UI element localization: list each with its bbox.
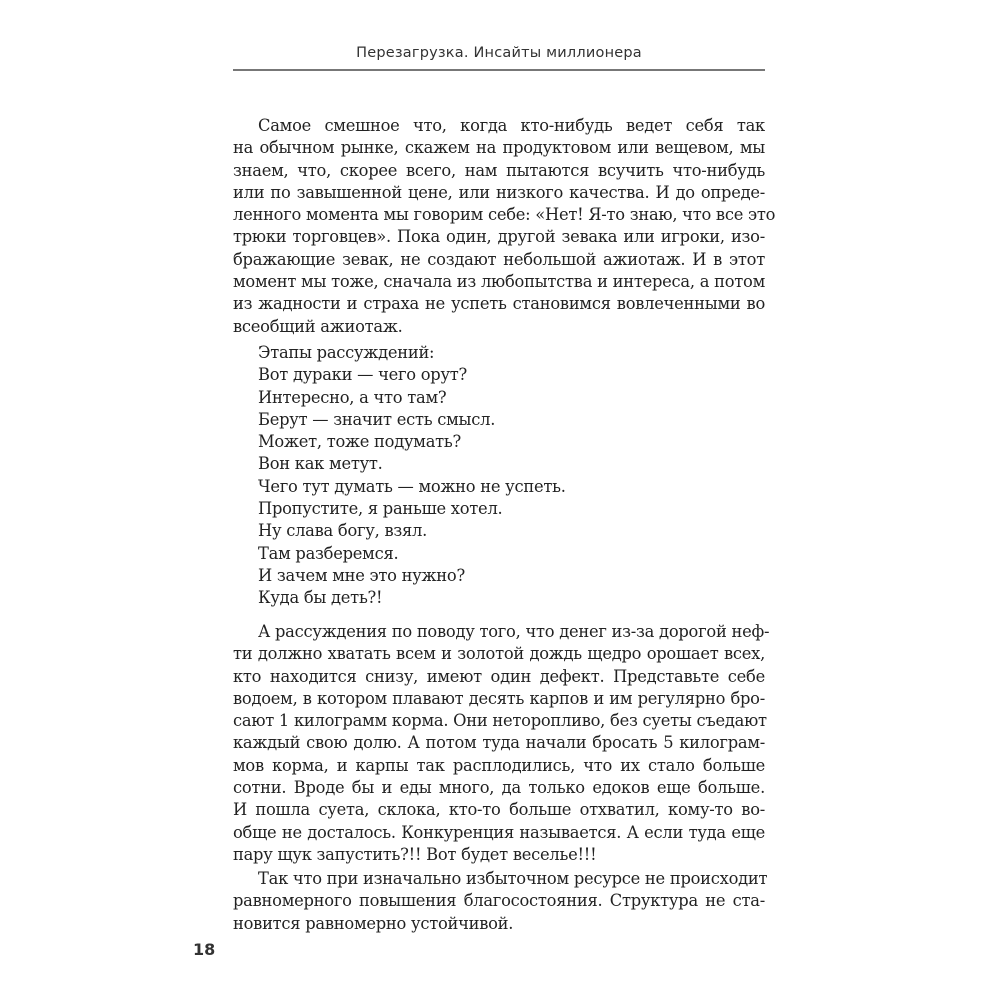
page-number: 18 (193, 940, 216, 959)
text-line: Берут — значит есть смысл. (258, 409, 496, 429)
text-line: Самое смешное что, когда кто-нибудь ведет себя так (258, 116, 765, 135)
text-line: сотни. Вроде бы и еды много, да только едоков еще больше. (233, 778, 765, 798)
text-line: знаем, что, скорее всего, нам пытаются всучить что-нибудь (233, 160, 765, 180)
text-line: И пошла суета, склока, кто-то больше отхватил, кому-то во- (233, 800, 765, 820)
text-line: кто находится снизу, имеют один дефект. Представьте себе (233, 666, 765, 686)
text-line: сают 1 килограмм корма. Они неторопливо, без суеты съедают (233, 711, 767, 731)
text-line: из жадности и страха не успеть становимся вовлеченными во (233, 294, 765, 314)
text-line: всеобщий ажиотаж. (233, 316, 403, 336)
paragraph-1 (233, 115, 776, 338)
text-line: каждый свою долю. А потом туда начали бросать 5 килограм- (233, 733, 765, 753)
text-line: бражающие зевак, не создают небольшой ажиотаж. И в этот (233, 249, 765, 269)
text-line: Может, тоже подумать? (258, 432, 462, 452)
text-line: момент мы тоже, сначала из любопытства и интереса, а потом (233, 272, 765, 292)
text-line: ти должно хватать всем и золотой дождь щедро орошает всех, (233, 644, 765, 664)
text-line: обще не досталось. Конкуренция называется. А если туда еще (233, 822, 765, 842)
text-line: И зачем мне это нужно? (258, 565, 465, 585)
text-line: Ну слава богу, взял. (258, 521, 428, 541)
text-line: Этапы рассуждений: (258, 343, 435, 362)
text-line: водоем, в котором плавают десять карпов и им регулярно бро- (233, 688, 765, 708)
text-line: на обычном рынке, скажем на продуктовом или вещевом, мы (233, 138, 765, 158)
text-line: новится равномерно устойчивой. (233, 913, 514, 933)
text-line: Там разберемся. (258, 543, 399, 563)
text-line: трюки торговцев». Пока один, другой зевака или игроки, изо- (233, 227, 765, 247)
text-line: Так что при изначально избыточном ресурсе не происходит (258, 869, 768, 888)
text-line: мов корма, и карпы так расплодились, что их стало больше (233, 755, 765, 775)
text-line: ленного момента мы говорим себе: «Нет! Я-то знаю, что все это (233, 205, 776, 225)
text-line: Интересно, а что там? (258, 387, 447, 407)
running-header: Перезагрузка. Инсайты миллионера (356, 45, 642, 61)
header-rule (233, 69, 765, 71)
text-line: Чего тут думать — можно не успеть. (258, 476, 566, 496)
text-line: равномерного повышения благосостояния. Структура не ста- (233, 891, 765, 911)
text-line: Куда бы деть?! (258, 588, 383, 608)
text-line: Вон как метут. (258, 454, 383, 474)
text-line: пару щук запустить?!! Вот будет веселье!!! (233, 844, 597, 864)
text-line: А рассуждения по поводу того, что денег из-за дорогой неф- (258, 622, 770, 641)
text-line: или по завышенной цене, или низкого качества. И до опреде- (233, 182, 765, 202)
poem (233, 342, 765, 610)
text-line: Вот дураки — чего орут? (258, 365, 468, 385)
paragraph-3 (233, 868, 768, 935)
text-line: Пропустите, я раньше хотел. (258, 499, 503, 519)
paragraph-2 (233, 621, 770, 866)
